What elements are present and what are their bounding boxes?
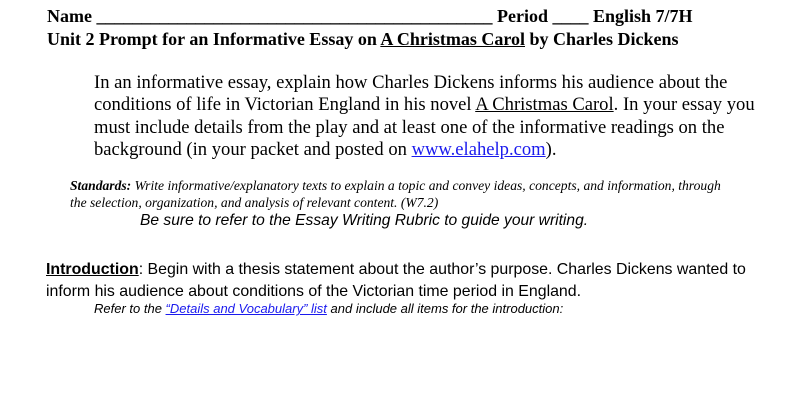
title-book: A Christmas Carol [380, 29, 526, 49]
essay-prompt [94, 72, 774, 162]
prompt-text-2: . In your essay you must include details from the play and at least one of the informative readings on the background (in your packet and posted on [94, 94, 755, 161]
period-blank: ____ [552, 6, 589, 26]
title-pre: Unit 2 Prompt for an Informative Essay on [47, 29, 381, 49]
standards-label: Standards: [70, 178, 132, 193]
introduction-text: : Begin with a thesis statement about the author’s purpose. Charles Dickens wanted to inform his audience about conditions of the Victorian time period in England. [46, 261, 746, 300]
prompt-text-1: In an informative essay, explain how Charles Dickens informs his audience about the conditions of life in Victorian England in his novel [94, 72, 728, 116]
period-label: Period [496, 6, 548, 26]
rubric-note: Be sure to refer to the Essay Writing Rubric to guide your writing. [140, 212, 589, 229]
standards-note [70, 177, 730, 211]
refer-note [94, 301, 563, 316]
introduction-section [46, 259, 766, 303]
name-label: Name [47, 6, 92, 26]
class-label: English 7/7H [592, 6, 693, 26]
prompt-book: A Christmas Carol [475, 94, 614, 116]
introduction-label: Introduction [46, 261, 139, 278]
name-blank: ____________________________________________ [96, 6, 493, 26]
refer-post: and include all items for the introduction: [326, 301, 564, 316]
refer-pre: Refer to the [94, 301, 166, 316]
name-period-header [47, 6, 693, 27]
page-title [47, 29, 679, 50]
title-post: by Charles Dickens [525, 29, 679, 49]
prompt-text-3: ). [545, 139, 557, 161]
elahelp-link[interactable]: www.elahelp.com [411, 139, 546, 161]
standards-text: Write informative/explanatory texts to explain a topic and convey ideas, concepts, and information, through the selection, organization, and analysis of relevant content. (W7.2) [70, 178, 721, 210]
details-vocabulary-link[interactable]: “Details and Vocabulary” list [165, 301, 327, 316]
